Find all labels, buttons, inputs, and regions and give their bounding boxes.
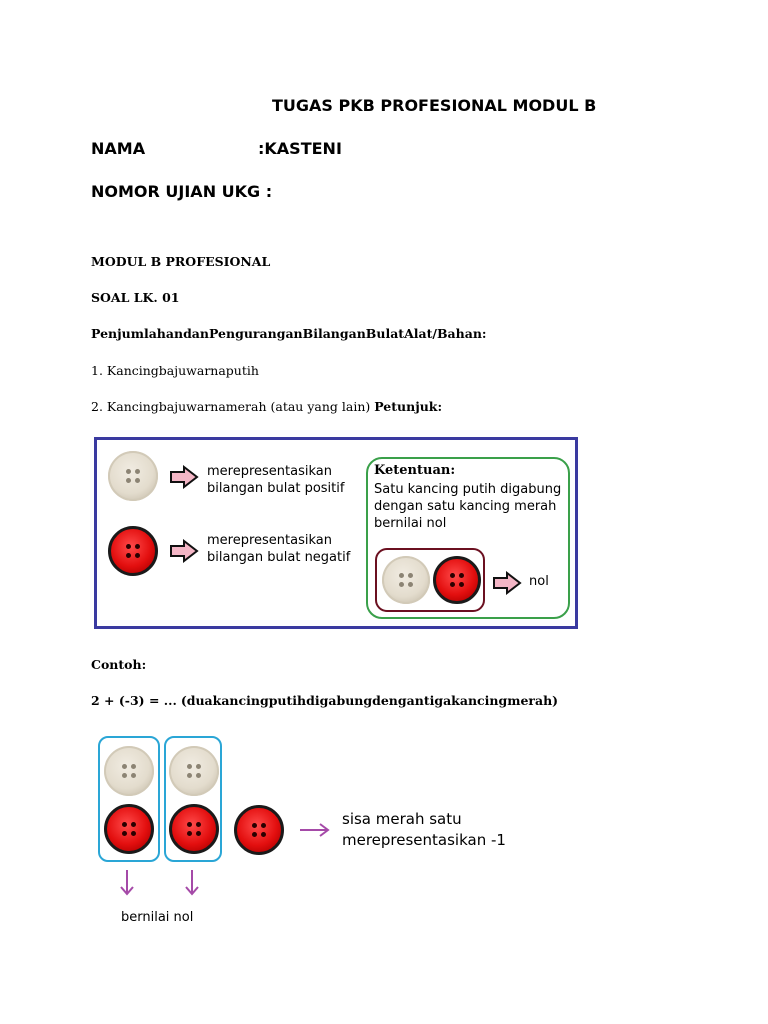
legend-figure: [94, 437, 578, 629]
white-desc-line-1: merepresentasikan: [207, 464, 332, 479]
white-button: [108, 451, 158, 501]
soal-heading: SOAL LK. 01: [91, 290, 180, 305]
remainder-line-2: merepresentasikan -1: [342, 831, 506, 849]
down-arrow-icon: [119, 868, 135, 898]
red-description: [207, 532, 350, 566]
instructions-label: Petunjuk:: [374, 399, 443, 414]
material-item-1: 1. Kancingbajuwarnaputih: [91, 363, 259, 378]
red-desc-line-1: merepresentasikan: [207, 533, 332, 548]
material-item-2-text: 2. Kancingbajuwarnamerah (atau yang lain): [91, 399, 371, 414]
zero-pair-2: [164, 736, 222, 862]
rule-box: [366, 457, 570, 619]
rule-line-2: dengan satu kancing merah: [374, 499, 557, 514]
purple-arrow-icon: [298, 822, 332, 838]
red-button: [433, 556, 481, 604]
red-desc-line-2: bilangan bulat negatif: [207, 550, 351, 565]
pink-arrow-icon: [169, 465, 199, 489]
zero-result: nol: [529, 574, 549, 589]
zero-pair-1: [98, 736, 160, 862]
zero-label: bernilai nol: [121, 910, 194, 925]
down-arrow-icon: [184, 868, 200, 898]
rule-line-1: Satu kancing putih digabung: [374, 482, 562, 497]
remaining-red-button: [234, 805, 284, 855]
exam-number-label: NOMOR UJIAN UKG :: [91, 182, 273, 201]
white-description: [207, 463, 344, 497]
material-item-2: [91, 399, 442, 414]
pink-arrow-icon: [169, 539, 199, 563]
white-button: [104, 746, 154, 796]
pink-arrow-icon: [492, 571, 522, 595]
name-label: NAMA: [91, 139, 146, 158]
red-button: [169, 804, 219, 854]
module-heading: MODUL B PROFESIONAL: [91, 254, 271, 269]
red-button: [108, 526, 158, 576]
example-label: Contoh:: [91, 657, 147, 672]
red-button: [104, 804, 154, 854]
pair-box: [375, 548, 485, 612]
white-desc-line-2: bilangan bulat positif: [207, 481, 345, 496]
page-title: TUGAS PKB PROFESIONAL MODUL B: [272, 96, 597, 115]
white-button: [169, 746, 219, 796]
equation-expression: 2 + (-3) = ...: [91, 693, 177, 708]
rule-text: [374, 481, 561, 532]
topic-heading: PenjumlahandanPenguranganBilanganBulatAlat/Bahan:: [91, 326, 487, 341]
equation-note: (duakancingputihdigabungdengantigakancingmerah): [180, 693, 559, 708]
rule-line-3: bernilai nol: [374, 516, 447, 531]
remainder-description: [342, 809, 506, 851]
white-button: [382, 556, 430, 604]
equation: [91, 693, 558, 708]
remainder-line-1: sisa merah satu: [342, 810, 462, 828]
name-value: :KASTENI: [258, 139, 342, 158]
rule-title: Ketentuan:: [374, 463, 456, 478]
